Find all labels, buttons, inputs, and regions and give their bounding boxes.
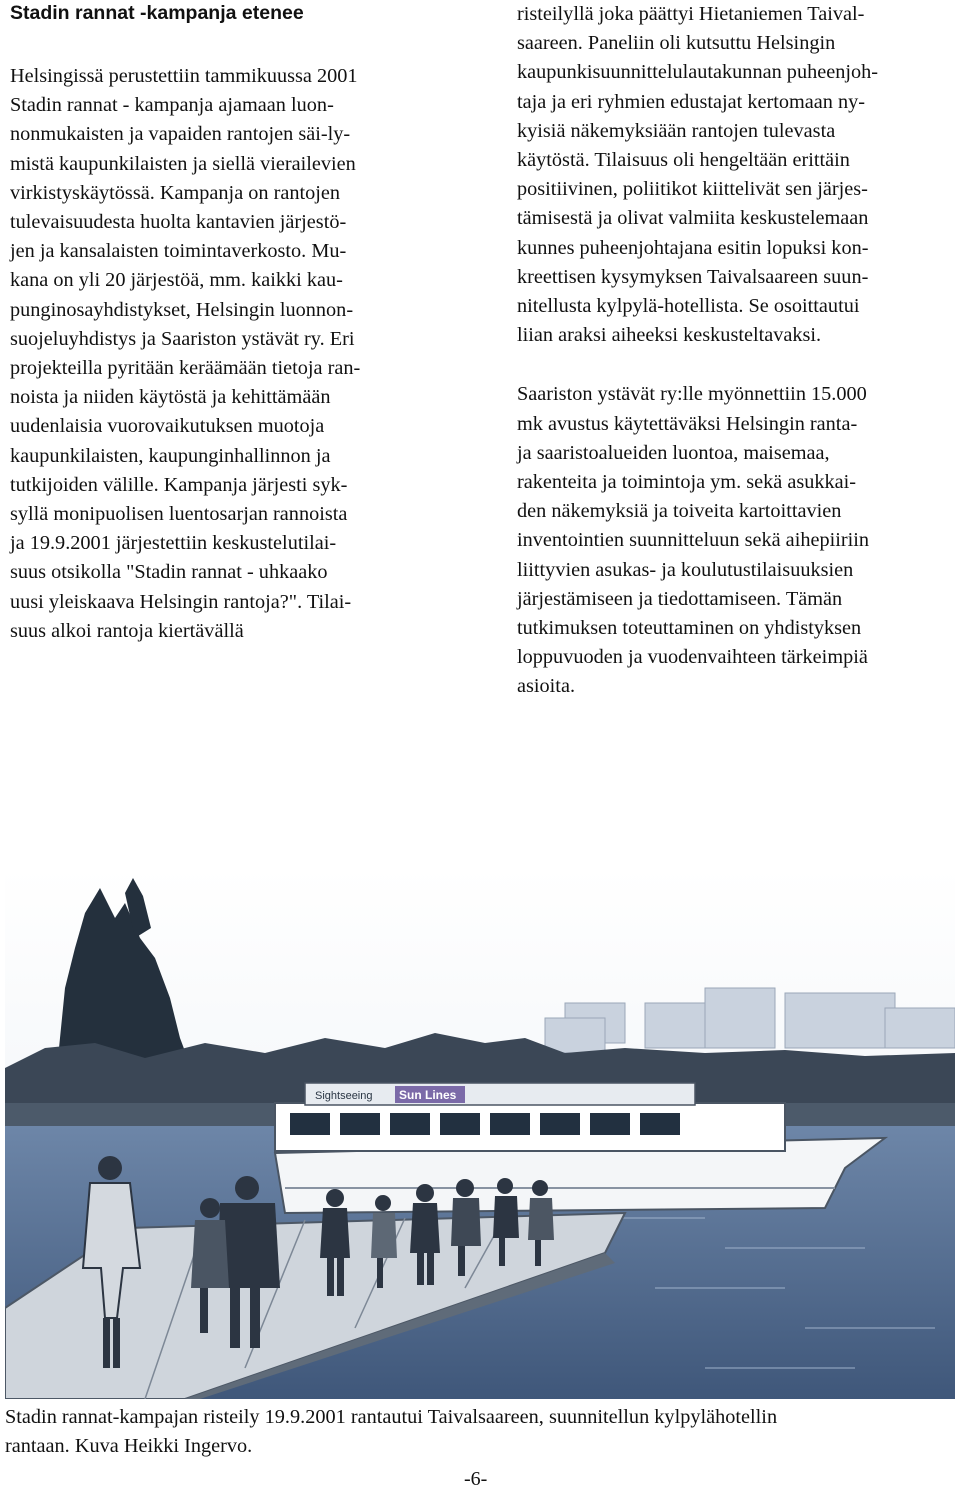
right-column	[517, 0, 957, 702]
article-right-paragraph-2: Saariston ystävät ry:lle myönnettiin 15.000 mk avustus käytettäväksi Helsingin ranta- ja saaristoalueiden luontoa, maisemaa, rakenteita ja toimintoja ym. sekä asukkai- den näkemyksiä ja toiveita kartoittavien inventointien suunnitteluun sekä aihepiiriin liittyvien asukas- ja koulutustilaisuuksien järjestämiseen ja tiedottamiseen. Tämän tutkimuksen toteuttaminen on yhdistyksen loppuvuoden ja vuodenvaihteen tärkeimpiä asioita.	[517, 383, 870, 698]
article-heading: Stadin rannat -kampanja etenee	[10, 2, 304, 24]
boat-sign-right: Sun Lines	[399, 1088, 457, 1102]
article-left-paragraph: Helsingissä perustettiin tammikuussa 2001 Stadin rannat - kampanja ajamaan luon- nonmukaisten ja vapaiden rantojen säi-ly- mistä kaupunkilaisten ja siellä vierailevien virkistyskäytössä. Kampanja on rantojen tulevaisuudesta huolta kantavien järjestö- jen ja kansalaisten toimintaverkosto. Mu- kana on yli 20 järjestöä, mm. kaikki kau- punginosayhdistykset, Helsingin luonnon- suojeluyhdistys ja Saariston ystävät ry. Eri projekteilla pyritään keräämään tietoja ran- noista ja niiden käytöstä ja kehittämään uudenlaisia vuorovaikutuksen muotoja kaupunkilaisten, kaupunginhallinnon ja tutkijoiden välille. Kampanja järjesti syk- syllä monipuolisen luentosarjan rannoista ja 19.9.2001 järjestettiin keskustelutilai- suus otsikolla "Stadin rannat - uhkaako uusi yleiskaava Helsingin rantoja?". Tilai- suus alkoi rantoja kiertävällä	[10, 65, 361, 642]
page-number: -6-	[464, 1468, 488, 1490]
left-column	[10, 0, 480, 646]
photo-caption: Stadin rannat-kampajan risteily 19.9.2001 rantautui Taivalsaareen, suunnitellun kylpylähotellin rantaan. Kuva Heikki Ingervo.	[5, 1406, 778, 1457]
harbor-photo	[5, 868, 955, 1399]
boat-sign-left: Sightseeing	[315, 1090, 373, 1102]
article-right-paragraph-1: risteilyllä joka päättyi Hietaniemen Taival- saareen. Paneliin oli kutsuttu Helsingin kaupunkisuunnittelulautakunnan puheenjoh- taja ja eri ryhmien edustajat kertomaan ny- kyisiä näkemyksiään rantojen tulevasta käytöstä. Tilaisuus oli hengeltään erittäin positiivinen, poliitikot kiittelivät sen järjes- tämisestä ja olivat valmiita keskustelemaan kunnes puheenjohtajana esitin lopuksi kon- kreettisen kysymyksen Taivalsaareen suun- nitellusta kylpylä-hotellista. Se osoittautui liian araksi aiheeksi keskusteltavaksi.	[517, 3, 879, 347]
